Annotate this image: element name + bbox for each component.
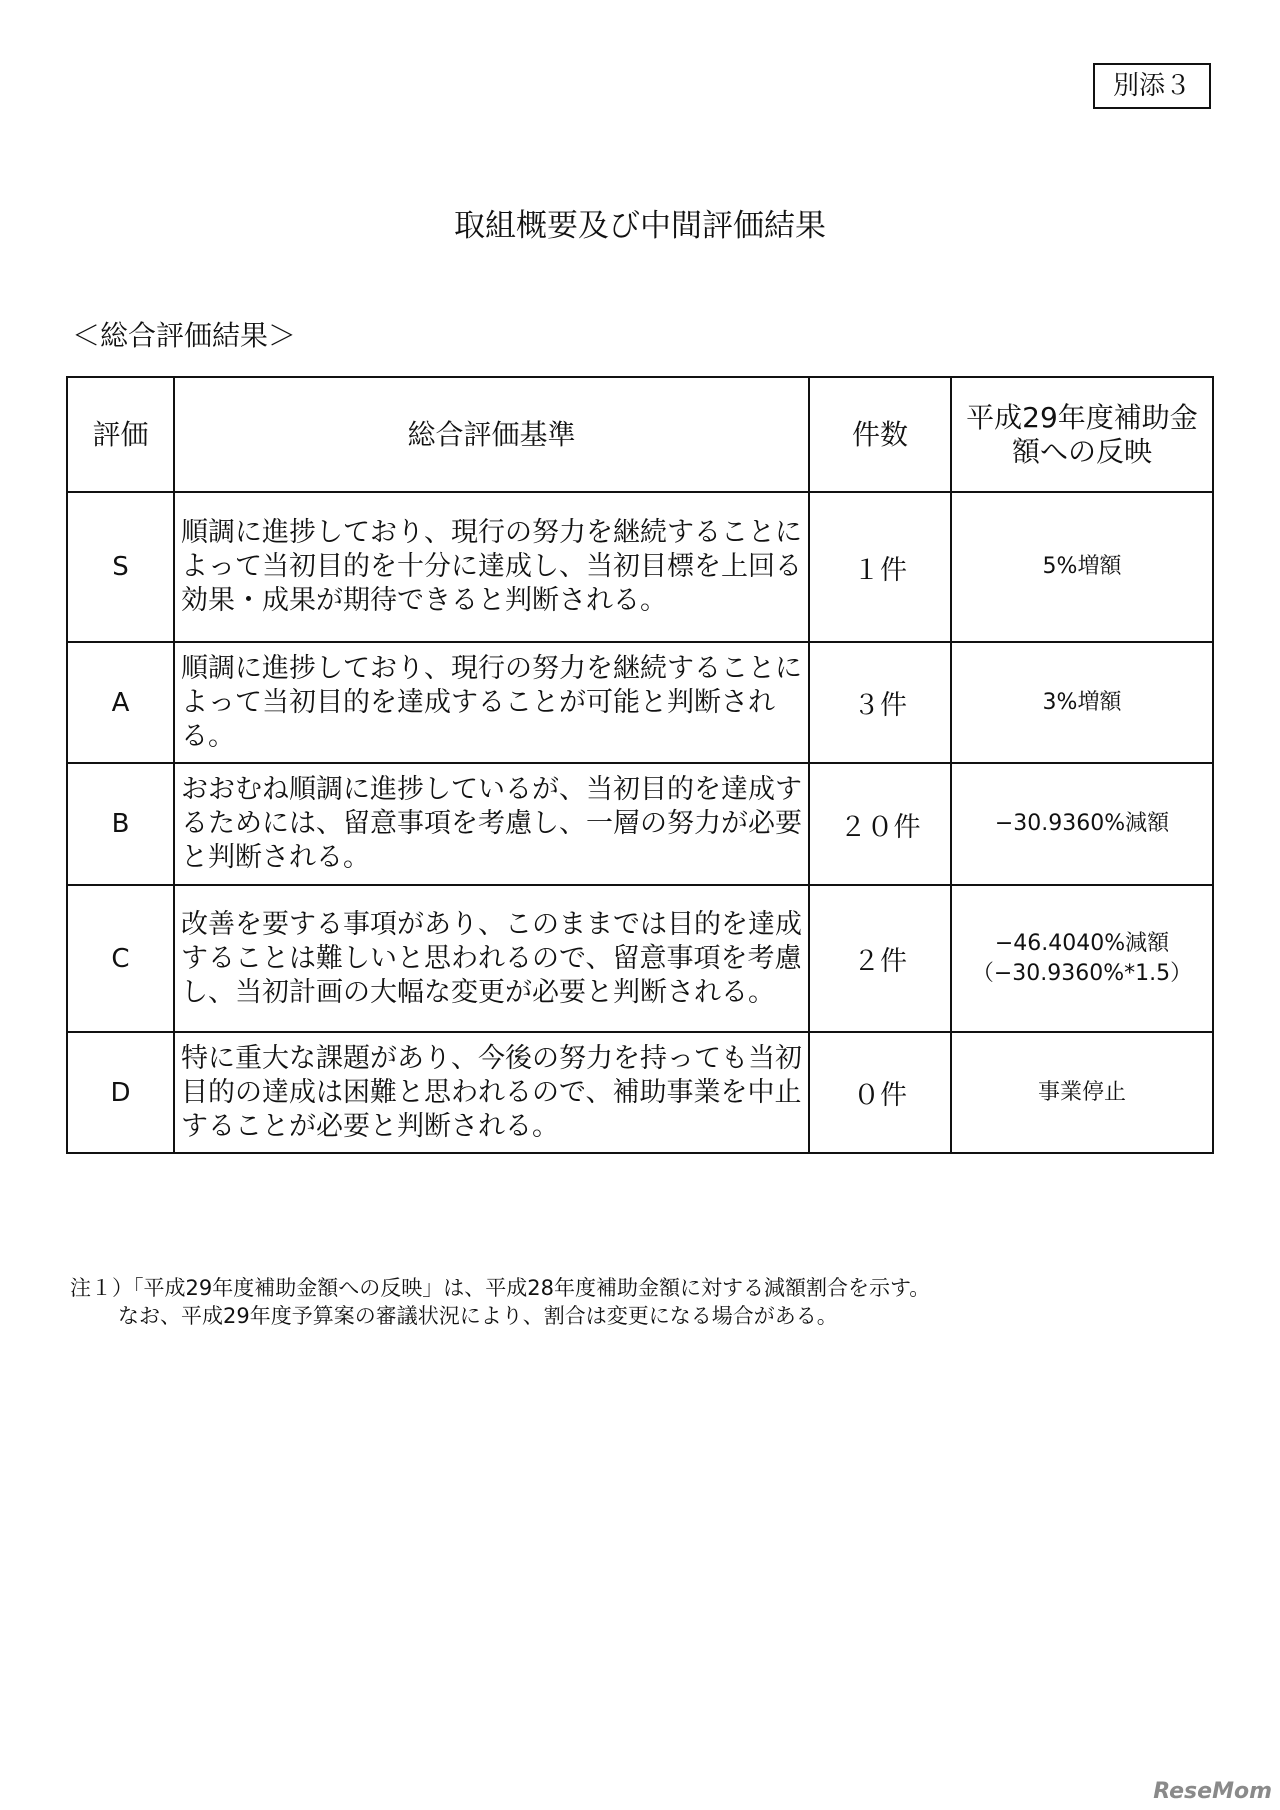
grade: D xyxy=(67,1032,174,1153)
reflection xyxy=(951,642,1213,763)
table-row xyxy=(67,492,1213,642)
reflection xyxy=(951,885,1213,1032)
criteria: おおむね順調に進捗しているが、当初目的を達成するためには、留意事項を考慮し、一層の努力が必要と判断される。 xyxy=(174,763,809,885)
criteria: 順調に進捗しており、現行の努力を継続することによって当初目的を十分に達成し、当初目標を上回る効果・成果が期待できると判断される。 xyxy=(174,492,809,642)
footnote-line: 注１）「平成29年度補助金額への反映」は、平成28年度補助金額に対する減額割合を示す。 xyxy=(70,1276,931,1300)
section-heading: ＜総合評価結果＞ xyxy=(72,319,297,352)
table-row xyxy=(67,885,1213,1032)
footnotes xyxy=(70,1274,930,1330)
reflection-value: −30.9360%減額 xyxy=(994,811,1170,836)
table-header-row xyxy=(67,377,1213,492)
evaluation-table xyxy=(66,376,1214,1154)
table-row xyxy=(67,1032,1213,1153)
grade: A xyxy=(67,642,174,763)
reflection-value: 事業停止 xyxy=(1037,1079,1126,1105)
reflection xyxy=(951,763,1213,885)
count: ０件 xyxy=(809,1032,951,1153)
reflection-value: 3%増額 xyxy=(1042,689,1122,715)
count: ２件 xyxy=(809,885,951,1032)
criteria: 特に重大な課題があり、今後の努力を持っても当初目的の達成は困難と思われるので、補助事業を中止することが必要と判断される。 xyxy=(174,1032,809,1153)
watermark-logo: ReseMom xyxy=(1153,1779,1272,1804)
grade: B xyxy=(67,763,174,885)
criteria: 改善を要する事項があり、このままでは目的を達成することは難しいと思われるので、留意事項を考慮し、当初計画の大幅な変更が必要と判断される。 xyxy=(174,885,809,1032)
table-row xyxy=(67,642,1213,763)
header-grade: 評価 xyxy=(67,377,174,492)
reflection xyxy=(951,1032,1213,1153)
header-criteria: 総合評価基準 xyxy=(174,377,809,492)
reflection xyxy=(951,492,1213,642)
reflection-value: −46.4040%減額 xyxy=(994,930,1170,956)
page-title: 取組概要及び中間評価結果 xyxy=(454,208,826,244)
annex-label: 別添３ xyxy=(1093,63,1211,109)
grade: C xyxy=(67,885,174,1032)
count: １件 xyxy=(809,492,951,642)
reflection-note: （−30.9360%*1.5） xyxy=(971,960,1193,986)
criteria: 順調に進捗しており、現行の努力を継続することによって当初目的を達成することが可能と判断される。 xyxy=(174,642,809,763)
count: ２０件 xyxy=(809,763,951,885)
count: ３件 xyxy=(809,642,951,763)
footnote-line: なお、平成29年度予算案の審議状況により、割合は変更になる場合がある。 xyxy=(118,1304,838,1328)
header-count: 件数 xyxy=(809,377,951,492)
grade: S xyxy=(67,492,174,642)
table-row xyxy=(67,763,1213,885)
header-reflection: 平成29年度補助金額への反映 xyxy=(951,377,1213,492)
reflection-value: 5%増額 xyxy=(1042,554,1122,579)
